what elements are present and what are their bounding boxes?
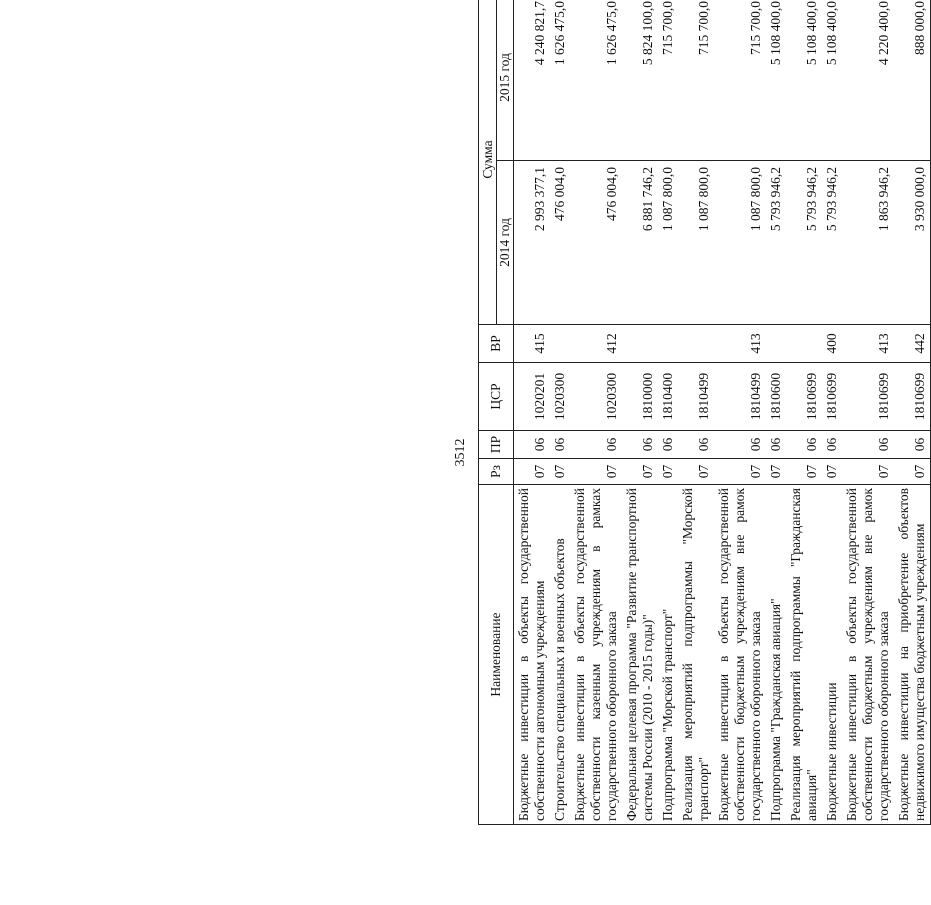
header-2015: 2015 год (497, 0, 514, 161)
row-name: Подпрограмма "Гражданская авиация" (766, 485, 786, 825)
row-vr: 415 (514, 325, 551, 363)
row-csr: 1020300 (570, 363, 622, 431)
header-pr: ПР (479, 431, 514, 459)
row-vr (766, 325, 786, 363)
row-pr: 06 (570, 431, 622, 459)
header-sum: Сумма (479, 0, 497, 325)
row-rz: 07 (678, 459, 714, 485)
row-sum-2015: 5 108 400,0 (822, 0, 842, 161)
row-csr: 1810400 (658, 363, 678, 431)
row-sum-2015: 5 824 100,0 (622, 0, 658, 161)
row-sum-2015: 888 000,0 (894, 0, 931, 161)
row-vr: 400 (822, 325, 842, 363)
row-vr (658, 325, 678, 363)
row-rz: 07 (550, 459, 570, 485)
row-csr: 1810000 (622, 363, 658, 431)
row-csr: 1810699 (786, 363, 822, 431)
row-rz: 07 (842, 459, 894, 485)
row-sum-2014: 476 004,0 (570, 161, 622, 325)
row-name: Реализация мероприятий подпрограммы "Морской транспорт" (678, 485, 714, 825)
row-rz: 07 (822, 459, 842, 485)
row-name: Реализация мероприятий подпрограммы "Гражданская авиация" (786, 485, 822, 825)
row-sum-2014: 476 004,0 (550, 161, 570, 325)
row-csr: 1810699 (822, 363, 842, 431)
row-csr: 1810600 (766, 363, 786, 431)
row-sum-2015: 715 700,0 (714, 0, 766, 161)
row-name: Бюджетные инвестиции в объекты государственной собственности автономным учреждениям (514, 485, 551, 825)
row-vr: 442 (894, 325, 931, 363)
row-vr: 412 (570, 325, 622, 363)
row-sum-2015: 4 240 821,7 (514, 0, 551, 161)
table-row (786, 0, 822, 825)
row-rz: 07 (622, 459, 658, 485)
table-row (550, 0, 570, 825)
row-rz: 07 (894, 459, 931, 485)
row-rz: 07 (570, 459, 622, 485)
row-pr: 06 (550, 431, 570, 459)
header-rz: Рз (479, 459, 514, 485)
row-pr: 06 (622, 431, 658, 459)
row-sum-2014: 5 793 946,2 (786, 161, 822, 325)
row-sum-2014: 3 930 000,0 (894, 161, 931, 325)
row-sum-2014: 1 863 946,2 (842, 161, 894, 325)
row-name: Бюджетные инвестиции в объекты государственной собственности бюджетным учреждениям вне рамок государственного оборонного заказа (842, 485, 894, 825)
table-row (570, 0, 622, 825)
row-rz: 07 (658, 459, 678, 485)
budget-table (478, 0, 931, 825)
table-body (514, 0, 931, 825)
row-pr: 06 (714, 431, 766, 459)
row-sum-2015: 5 108 400,0 (766, 0, 786, 161)
row-pr: 06 (894, 431, 931, 459)
row-sum-2014: 6 881 746,2 (622, 161, 658, 325)
row-csr: 1810699 (894, 363, 931, 431)
row-rz: 07 (766, 459, 786, 485)
row-pr: 06 (766, 431, 786, 459)
page-number: 3512 (453, 438, 468, 467)
table-row (894, 0, 931, 825)
row-sum-2014: 2 993 377,1 (514, 161, 551, 325)
row-csr: 1020201 (514, 363, 551, 431)
row-csr: 1810499 (678, 363, 714, 431)
header-vr: ВР (479, 325, 514, 363)
header-csr: ЦСР (479, 363, 514, 431)
table-row (514, 0, 551, 825)
row-rz: 07 (786, 459, 822, 485)
table-row (842, 0, 894, 825)
row-sum-2015: 715 700,0 (658, 0, 678, 161)
row-sum-2015: 1 626 475,0 (550, 0, 570, 161)
table-row (678, 0, 714, 825)
row-name: Бюджетные инвестиции в объекты государственной собственности казенным учреждениям в рамках государственного оборонного заказа (570, 485, 622, 825)
row-sum-2014: 5 793 946,2 (766, 161, 786, 325)
row-name: Подпрограмма "Морской транспорт" (658, 485, 678, 825)
row-name: Бюджетные инвестиции на приобретение объектов недвижимого имущества бюджетным учреждениям (894, 485, 931, 825)
row-sum-2015: 5 108 400,0 (786, 0, 822, 161)
row-pr: 06 (822, 431, 842, 459)
table-row (766, 0, 786, 825)
row-csr: 1020300 (550, 363, 570, 431)
row-name: Строительство специальных и военных объектов (550, 485, 570, 825)
row-vr (622, 325, 658, 363)
row-vr (786, 325, 822, 363)
row-vr (678, 325, 714, 363)
row-sum-2015: 715 700,0 (678, 0, 714, 161)
row-name: Бюджетные инвестиции (822, 485, 842, 825)
row-pr: 06 (514, 431, 551, 459)
table-row (714, 0, 766, 825)
row-pr: 06 (786, 431, 822, 459)
row-csr: 1810499 (714, 363, 766, 431)
header-2014: 2014 год (497, 161, 514, 325)
row-sum-2015: 1 626 475,0 (570, 0, 622, 161)
row-sum-2015: 4 220 400,0 (842, 0, 894, 161)
row-pr: 06 (658, 431, 678, 459)
row-sum-2014: 1 087 800,0 (714, 161, 766, 325)
row-pr: 06 (842, 431, 894, 459)
row-name: Бюджетные инвестиции в объекты государственной собственности бюджетным учреждениям вне рамок государственного оборонного заказа (714, 485, 766, 825)
table-row (822, 0, 842, 825)
header-name: Наименование (479, 485, 514, 825)
row-name: Федеральная целевая программа "Развитие транспортной системы России (2010 - 2015 годы)" (622, 485, 658, 825)
row-sum-2014: 1 087 800,0 (658, 161, 678, 325)
row-rz: 07 (714, 459, 766, 485)
row-sum-2014: 5 793 946,2 (822, 161, 842, 325)
table-row (658, 0, 678, 825)
row-rz: 07 (514, 459, 551, 485)
row-pr: 06 (678, 431, 714, 459)
table-row (622, 0, 658, 825)
row-vr: 413 (842, 325, 894, 363)
row-vr (550, 325, 570, 363)
row-csr: 1810699 (842, 363, 894, 431)
row-vr: 413 (714, 325, 766, 363)
row-sum-2014: 1 087 800,0 (678, 161, 714, 325)
